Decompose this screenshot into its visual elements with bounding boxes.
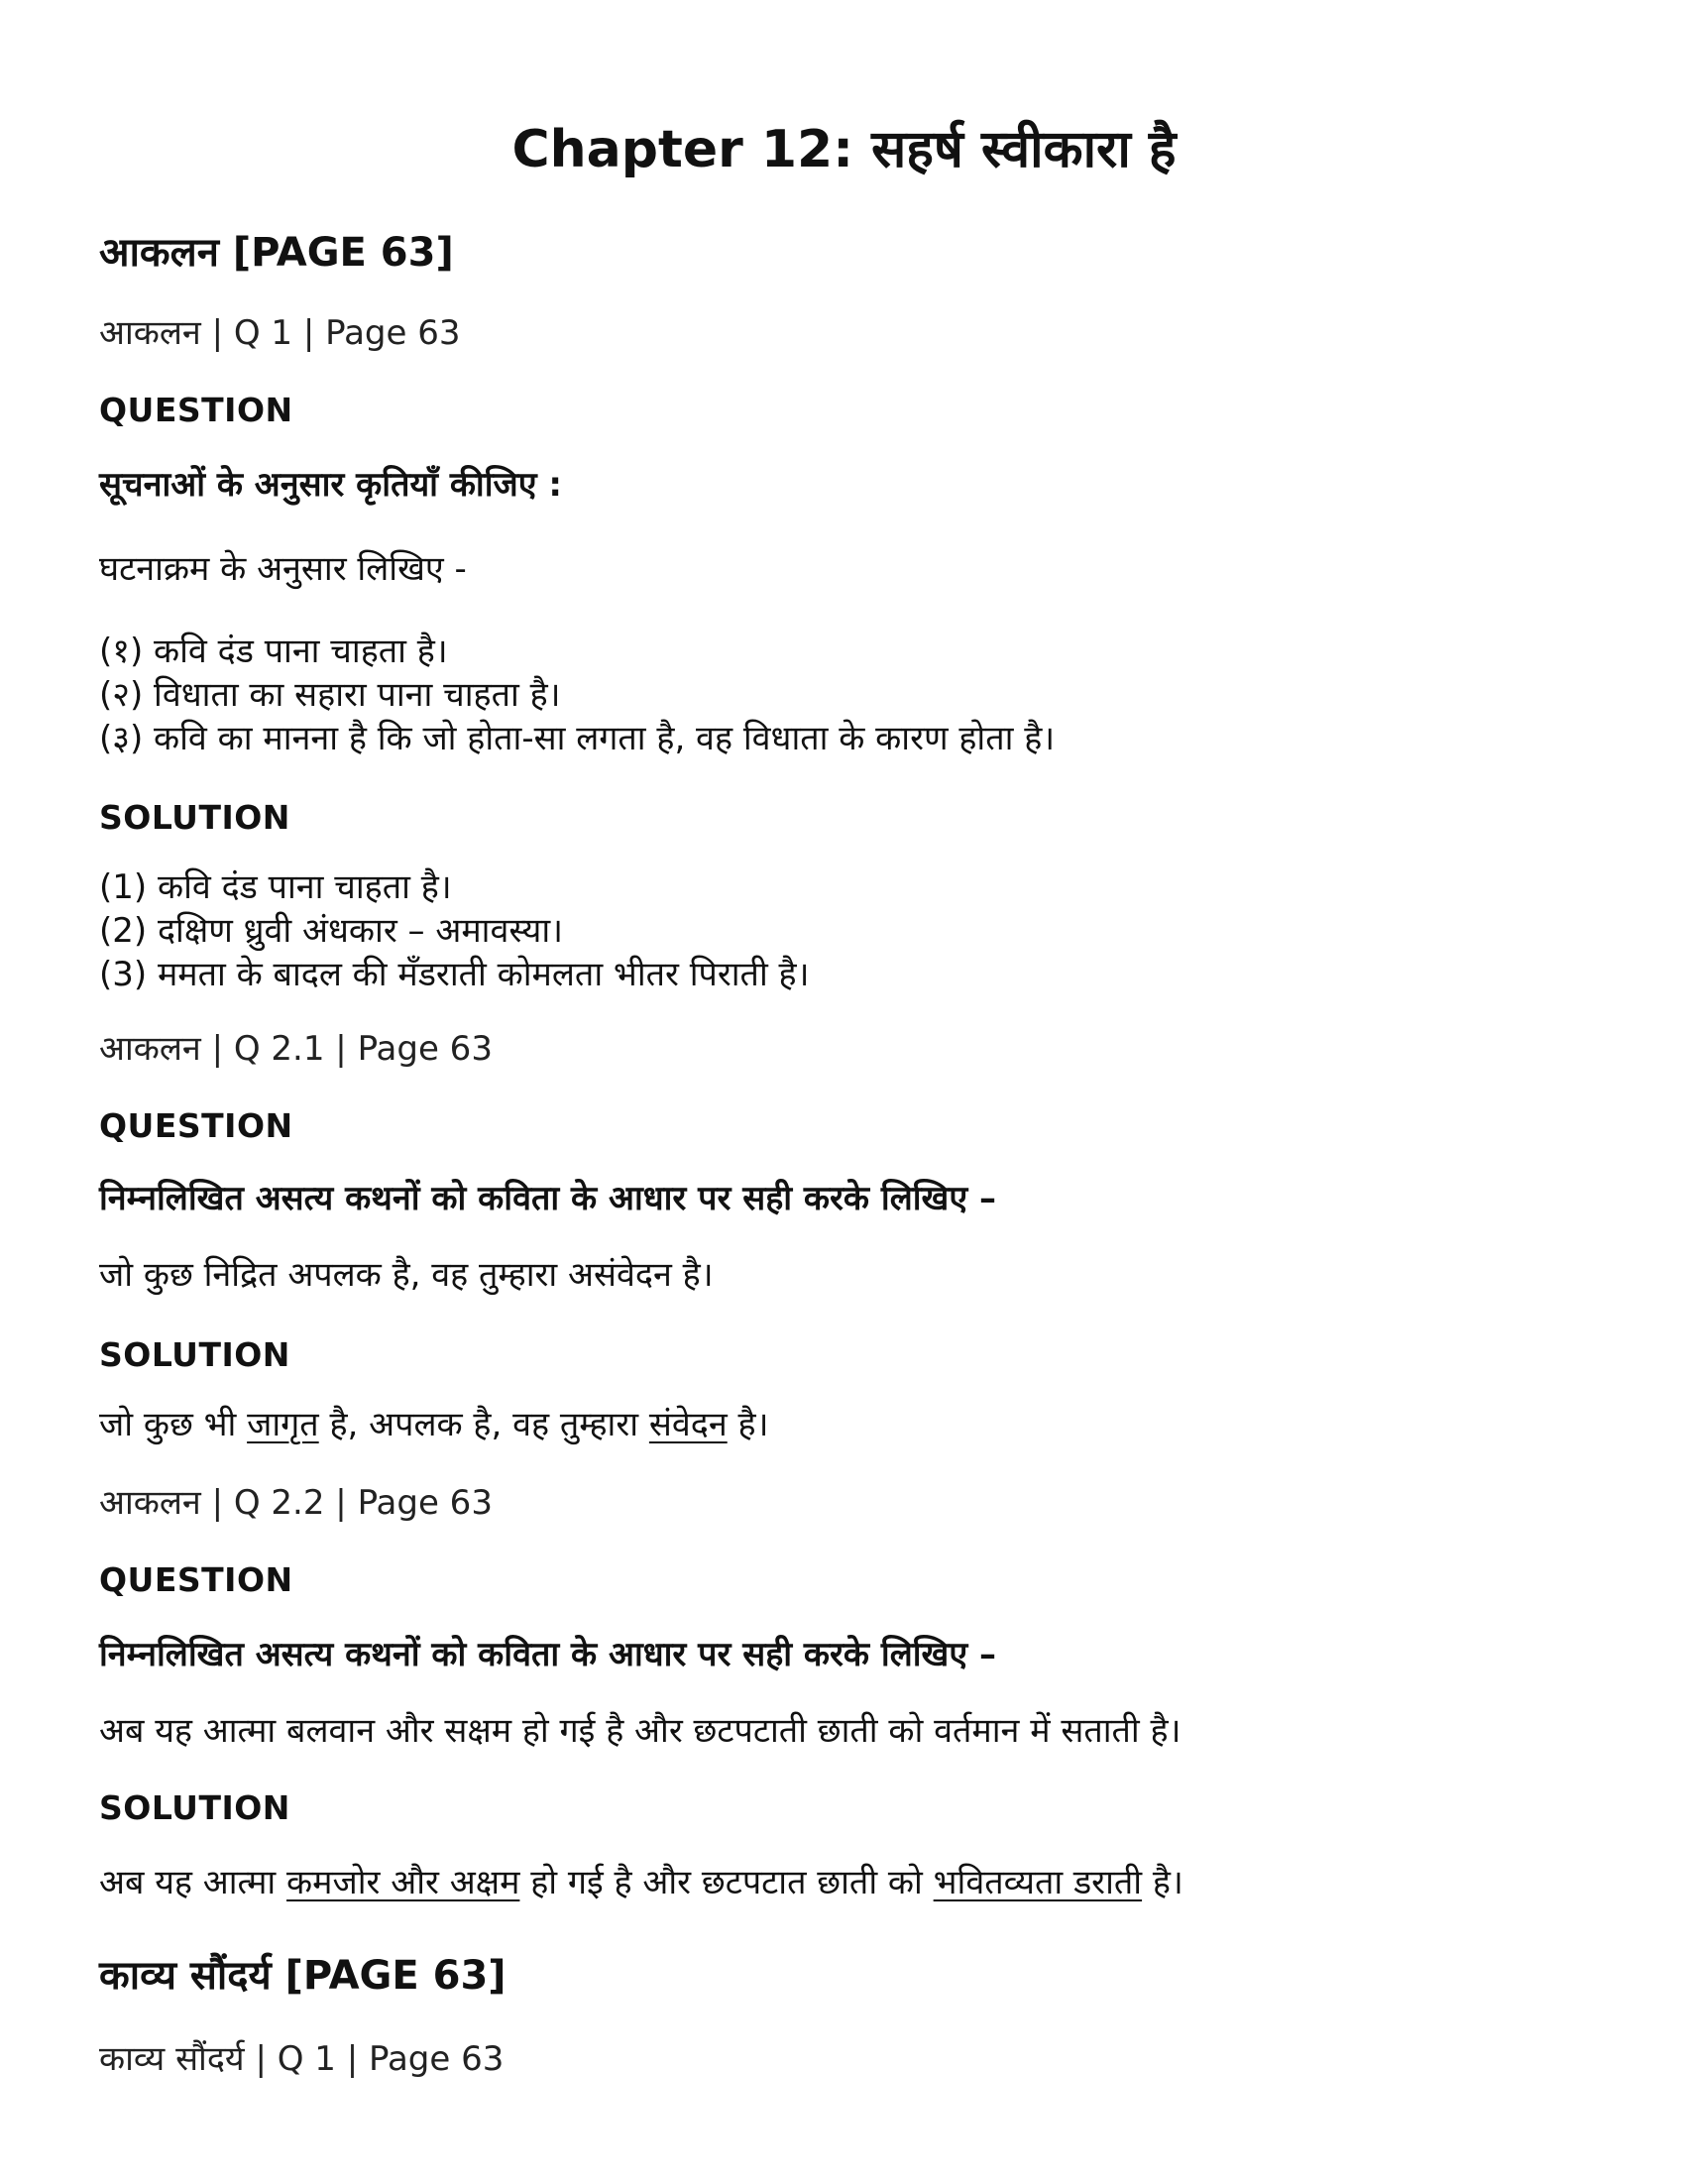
underlined-correction: संवेदन — [648, 1405, 728, 1444]
list-item: (१) कवि दंड पाना चाहता है। — [99, 632, 448, 671]
solution-label: SOLUTION — [99, 798, 290, 837]
underlined-correction: जागृत — [247, 1405, 319, 1444]
question-label: QUESTION — [99, 391, 293, 429]
question-label: QUESTION — [99, 1560, 293, 1599]
question-instruction: घटनाक्रम के अनुसार लिखिए - — [99, 549, 467, 589]
underlined-correction: भवितव्यता डराती — [933, 1863, 1143, 1902]
question-reference: आकलन | Q 1 | Page 63 — [99, 313, 461, 353]
underlined-correction: कमजोर और अक्षम — [286, 1863, 520, 1902]
question-prompt: निम्नलिखित असत्य कथनों को कविता के आधार पर सही करके लिखिए – — [99, 1179, 996, 1218]
solution-items — [99, 865, 810, 996]
question-prompt: सूचनाओं के अनुसार कृतियाँ कीजिए : — [99, 465, 563, 505]
chapter-title: Chapter 12: सहर्ष स्वीकारा है — [511, 120, 1177, 179]
question-label: QUESTION — [99, 1106, 293, 1145]
question-statement: जो कुछ निद्रित अपलक है, वह तुम्हारा असंवेदन है। — [99, 1255, 714, 1295]
list-item: (३) कवि का मानना है कि जो होता-सा लगता है, वह विधाता के कारण होता है। — [99, 719, 1056, 758]
list-item: (3) ममता के बादल की मँडराती कोमलता भीतर पिराती है। — [99, 955, 810, 994]
solution-label: SOLUTION — [99, 1788, 290, 1827]
question-reference: आकलन | Q 2.1 | Page 63 — [99, 1029, 493, 1069]
solution-text: अब यह आत्मा कमजोर और अक्षम हो गई है और छटपटात छाती को भवितव्यता डराती है। — [99, 1863, 1183, 1902]
question-reference: आकलन | Q 2.2 | Page 63 — [99, 1483, 493, 1523]
solution-label: SOLUTION — [99, 1335, 290, 1374]
section-heading-kavya-saundarya: काव्य सौंदर्य [PAGE 63] — [99, 1953, 506, 1999]
question-reference: काव्य सौंदर्य | Q 1 | Page 63 — [99, 2039, 505, 2079]
list-item: (२) विधाता का सहारा पाना चाहता है। — [99, 675, 561, 715]
question-prompt: निम्नलिखित असत्य कथनों को कविता के आधार पर सही करके लिखिए – — [99, 1635, 996, 1674]
list-item: (2) दक्षिण ध्रुवी अंधकार – अमावस्या। — [99, 911, 564, 951]
solution-text: जो कुछ भी जागृत है, अपलक है, वह तुम्हारा संवेदन है। — [99, 1405, 769, 1444]
question-items — [99, 630, 1055, 760]
question-statement: अब यह आत्मा बलवान और सक्षम हो गई है और छटपटाती छाती को वर्तमान में सताती है। — [99, 1711, 1182, 1751]
list-item: (1) कवि दंड पाना चाहता है। — [99, 867, 452, 907]
section-heading-aakalan: आकलन [PAGE 63] — [99, 230, 454, 276]
